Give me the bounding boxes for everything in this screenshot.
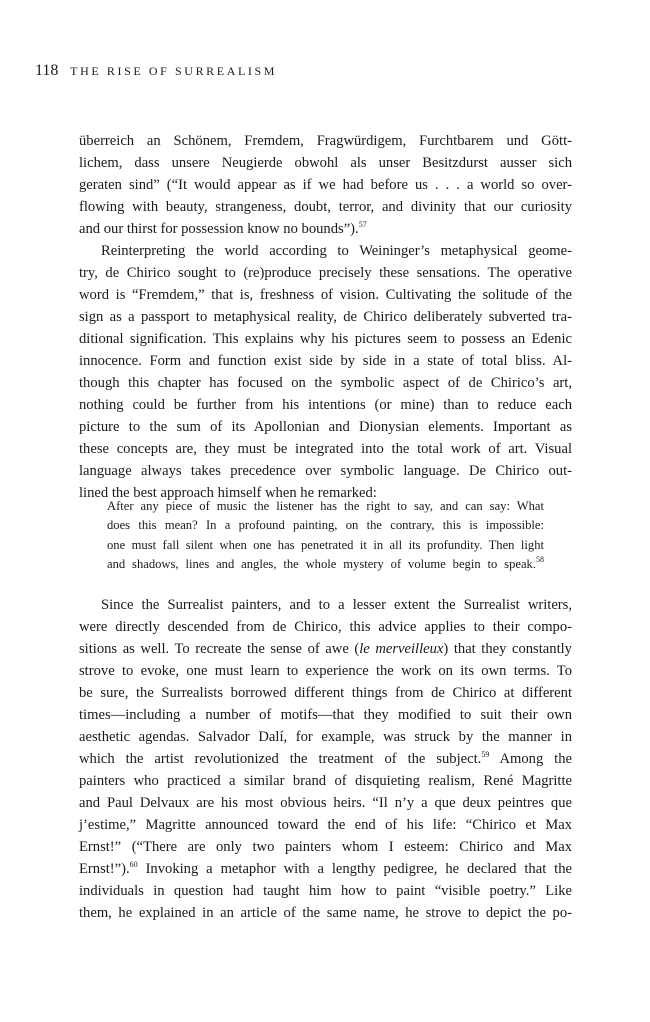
note-ref-60[interactable]: 60: [129, 860, 138, 869]
para3-line: them, he explained in an article of the same name, he strove to depict the po-: [79, 905, 572, 921]
para3-text: ) that they constantly: [443, 641, 572, 657]
para3-line: Since the Surrealist painters, and to a lesser extent the Surrealist writers,: [101, 597, 572, 613]
para1-line: flowing with beauty, strangeness, doubt, terror, and divinity that our curiosity: [79, 199, 572, 215]
para3-line: strove to evoke, one must learn to experience the work on its own terms. To: [79, 663, 572, 679]
block-quote: [107, 497, 544, 575]
para2-line: though this chapter has focused on the symbolic aspect of de Chirico’s art,: [79, 375, 572, 391]
para3-text: Among the: [489, 751, 572, 767]
para2-line: try, de Chirico sought to (re)produce precisely these sensations. The operative: [79, 265, 572, 281]
para3-text: sitions as well. To recreate the sense of awe (: [79, 641, 360, 657]
para3-text: Ernst!”).: [79, 861, 130, 877]
quote-line: does this mean? In a profound painting, on the contrary, this is impossible:: [107, 518, 544, 533]
para2-line: sign as a passport to metaphysical reality, de Chirico deliberately subverted tra-: [79, 309, 572, 325]
para2-line: these concepts are, they must be integrated into the total work of art. Visual: [79, 441, 572, 457]
para2-line: language always takes precedence over symbolic language. De Chirico out-: [79, 463, 572, 479]
running-title: THE RISE OF SURREALISM: [70, 64, 278, 78]
quote-line-text: and shadows, lines and angles, the whole mystery of volume begin to speak.: [107, 557, 536, 572]
note-ref-59[interactable]: 59: [481, 750, 490, 759]
para3-line: Ernst!” (“There are only two painters whom I esteem: Chirico and Max: [79, 839, 572, 855]
para2-line: Reinterpreting the world according to Weininger’s metaphysical geome-: [101, 243, 572, 259]
italic-term: le merveilleux: [359, 641, 444, 657]
para3-line: j’estime,” Magritte announced toward the end of his life: “Chirico et Max: [79, 817, 572, 833]
para3-line: aesthetic agendas. Salvador Dalí, for example, was struck by the manner in: [79, 729, 572, 745]
para1-line: geraten sind” (“It would appear as if we had before us . . . a world so over-: [79, 177, 572, 193]
para3-line: [79, 858, 572, 880]
para2-line: ditional signification. This explains why his pictures seem to possess an Edenic: [79, 331, 572, 347]
para3-line: times—including a number of motifs—that they modified to suit their own: [79, 707, 572, 723]
para3-line: be sure, the Surrealists borrowed different things from de Chirico at different: [79, 685, 572, 701]
para3-line: [79, 748, 572, 770]
para1-line: lichem, dass unsere Neugierde obwohl als unser Besitzdurst ausser sich: [79, 155, 572, 171]
body-text-upper: [79, 130, 572, 504]
para3-text: which the artist revolutionized the treatment of the subject.: [79, 751, 482, 767]
note-ref-58[interactable]: 58: [536, 555, 544, 565]
para1-line-text: and our thirst for possession know no bounds”).: [79, 221, 359, 237]
page-number: 118: [35, 62, 59, 79]
para2-line-last: lined the best approach himself when he remarked:: [79, 485, 377, 501]
running-head: [35, 61, 277, 81]
para2-line: picture to the sum of its Apollonian and Dionysian elements. Important as: [79, 419, 572, 435]
quote-line: one must fall silent when one has penetrated it in all its profundity. Then light: [107, 537, 544, 552]
note-ref-57[interactable]: 57: [358, 220, 367, 229]
para3-text: Invoking a metaphor with a lengthy pedigree, he declared that the: [137, 861, 572, 877]
para3-line: [79, 638, 572, 660]
body-text-lower: [79, 594, 572, 924]
para3-line: individuals in question had taught him how to paint “visible poetry.” Like: [79, 883, 572, 899]
para2-line: nothing could be further from his intentions (or mine) than to reduce each: [79, 397, 572, 413]
para3-line: were directly descended from de Chirico, this advice applies to their compo-: [79, 619, 572, 635]
para1-line: überreich an Schönem, Fremdem, Fragwürdigem, Furchtbarem und Gött-: [79, 133, 572, 149]
quote-line: After any piece of music the listener has the right to say, and can say: What: [107, 499, 544, 513]
para3-line: and Paul Delvaux are his most obvious heirs. “Il n’y a que deux peintres que: [79, 795, 572, 811]
para3-line: painters who practiced a similar brand of disquieting realism, René Magritte: [79, 773, 572, 789]
para2-line: innocence. Form and function exist side by side in a state of total bliss. Al-: [79, 353, 572, 369]
para2-line: word is “Fremdem,” that is, freshness of vision. Cultivating the solitude of the: [79, 287, 572, 303]
quote-line-last: [107, 555, 544, 574]
para1-line-last: [79, 218, 572, 240]
